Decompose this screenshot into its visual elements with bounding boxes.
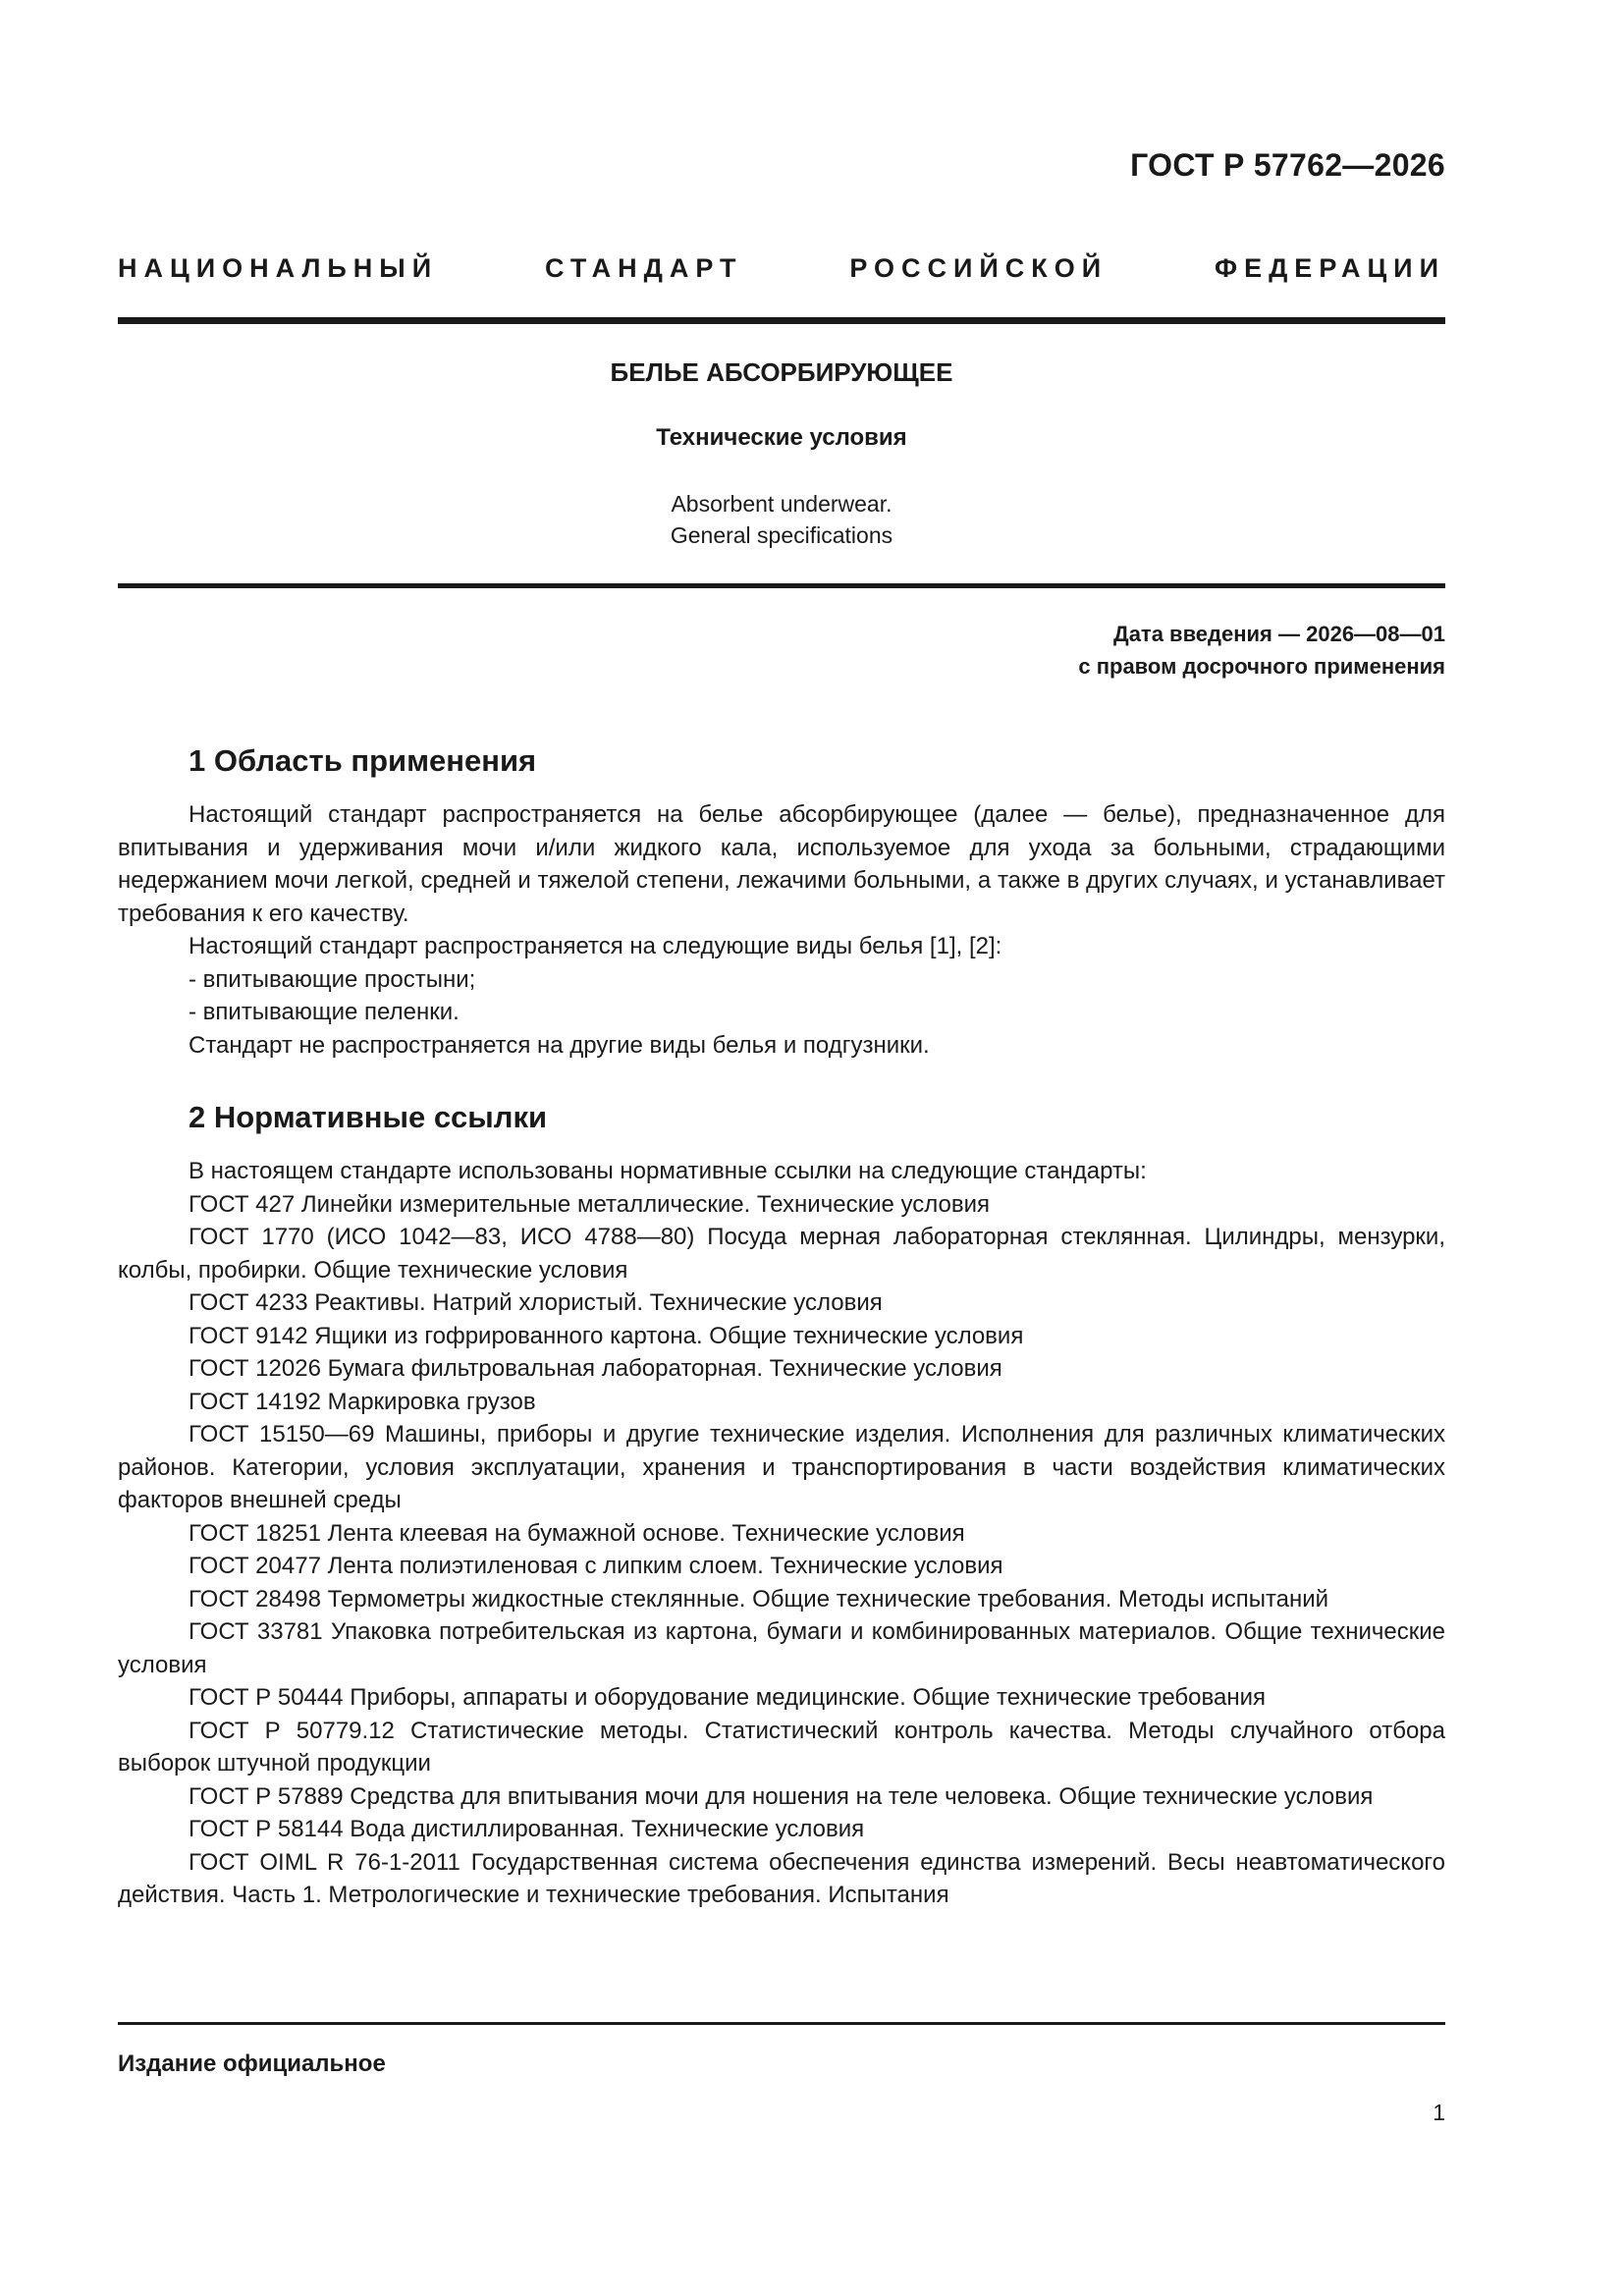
section-1-heading: 1 Область применения (189, 743, 537, 778)
normative-reference: ГОСТ 4233 Реактивы. Натрий хлористый. Технические условия (189, 1289, 883, 1316)
page-number: 1 (1433, 2100, 1445, 2125)
normative-reference: ГОСТ Р 57889 Средства для впитывания мочи для ношения на теле человека. Общие технические условия (189, 1782, 1374, 1810)
normative-reference: ГОСТ Р 50444 Приборы, аппараты и оборудование медицинские. Общие технические требования (189, 1684, 1266, 1711)
header-divider (118, 317, 1445, 324)
normative-reference: ГОСТ 20477 Лента полиэтиленовая с липким слоем. Технические условия (189, 1553, 1003, 1579)
section-2-intro: В настоящем стандарте использованы нормативные ссылки на следующие стандарты: (189, 1158, 1147, 1184)
normative-reference: ГОСТ 9142 Ящики из гофрированного картона. Общие технические условия (189, 1322, 1024, 1349)
normative-reference: ГОСТ Р 58144 Вода дистиллированная. Технические условия (189, 1816, 865, 1842)
document-number: ГОСТ Р 57762—2026 (1130, 147, 1445, 183)
official-edition-label: Издание официальное (118, 2050, 386, 2077)
document-title: БЕЛЬЕ АБСОРБИРУЮЩЕЕ (610, 357, 953, 387)
normative-reference: ГОСТ 33781 Упаковка потребительская из картона, бумаги и комбинированных материалов. Общие технические условия (118, 1618, 1445, 1678)
document-subtitle: Технические условия (656, 424, 907, 451)
section-1-paragraph: Настоящий стандарт распространяется на белье абсорбирующее (далее — белье), предназначенное для впитывания и удерживания мочи и/или жидкого кала, используемое для ухода за больными, страдающими недержанием мочи легкой, средней и тяжелой степени, лежачими больными, а также в других случаях, и устанавливает требования к его качеству. (118, 801, 1445, 927)
title-divider (118, 583, 1445, 588)
footer-divider (118, 2022, 1445, 2025)
normative-reference: ГОСТ 1770 (ИСО 1042—83, ИСО 4788—80) Посуда мерная лабораторная стеклянная. Цилиндры, мензурки, колбы, пробирки. Общие технические условия (118, 1224, 1445, 1284)
introduction-date: Дата введения — 2026—08—01 (1113, 622, 1445, 646)
normative-reference: ГОСТ OIML R 76-1-2011 Государственная система обеспечения единства измерений. Весы неавтоматического действия. Часть 1. Метрологические и технические требования. Испытания (118, 1848, 1445, 1908)
normative-reference: ГОСТ 28498 Термометры жидкостные стеклянные. Общие технические требования. Методы испытаний (189, 1585, 1329, 1613)
english-title (118, 488, 1445, 551)
section-1-body (118, 798, 1445, 1062)
document-page (118, 0, 1445, 2296)
normative-reference: ГОСТ 14192 Маркировка грузов (189, 1388, 536, 1415)
normative-reference: ГОСТ 15150—69 Машины, приборы и другие технические изделия. Исполнения для различных климатических районов. Категории, условия эксплуатации, хранения и транспортирования в части воздействия климатических факторов внешней среды (118, 1421, 1445, 1513)
normative-reference: ГОСТ 427 Линейки измерительные металлические. Технические условия (189, 1190, 990, 1218)
normative-reference: ГОСТ 12026 Бумага фильтровальная лабораторная. Технические условия (189, 1355, 1002, 1382)
english-title-line-1: Absorbent underwear. (671, 491, 893, 517)
introduction-date-block (1078, 618, 1445, 683)
english-title-line-2: General specifications (670, 522, 893, 548)
section-2-heading: 2 Нормативные ссылки (189, 1100, 548, 1134)
national-standard-banner: НАЦИОНАЛЬНЫЙ СТАНДАРТ РОССИЙСКОЙ ФЕДЕРАЦИИ (118, 253, 1445, 283)
normative-reference: ГОСТ Р 50779.12 Статистические методы. Статистический контроль качества. Методы случайного отбора выборок штучной продукции (118, 1717, 1445, 1777)
section-1-paragraph: Настоящий стандарт распространяется на следующие виды белья [1], [2]: (189, 933, 1002, 959)
section-2-body (118, 1155, 1445, 1912)
section-1-paragraph: Стандарт не распространяется на другие виды белья и подгузники. (189, 1031, 930, 1059)
early-use-note: с правом досрочного применения (1078, 654, 1445, 679)
normative-reference: ГОСТ 18251 Лента клеевая на бумажной основе. Технические условия (189, 1519, 965, 1547)
section-1-list-item: - впитывающие пеленки. (189, 999, 460, 1025)
section-1-list-item: - впитывающие простыни; (189, 965, 476, 993)
